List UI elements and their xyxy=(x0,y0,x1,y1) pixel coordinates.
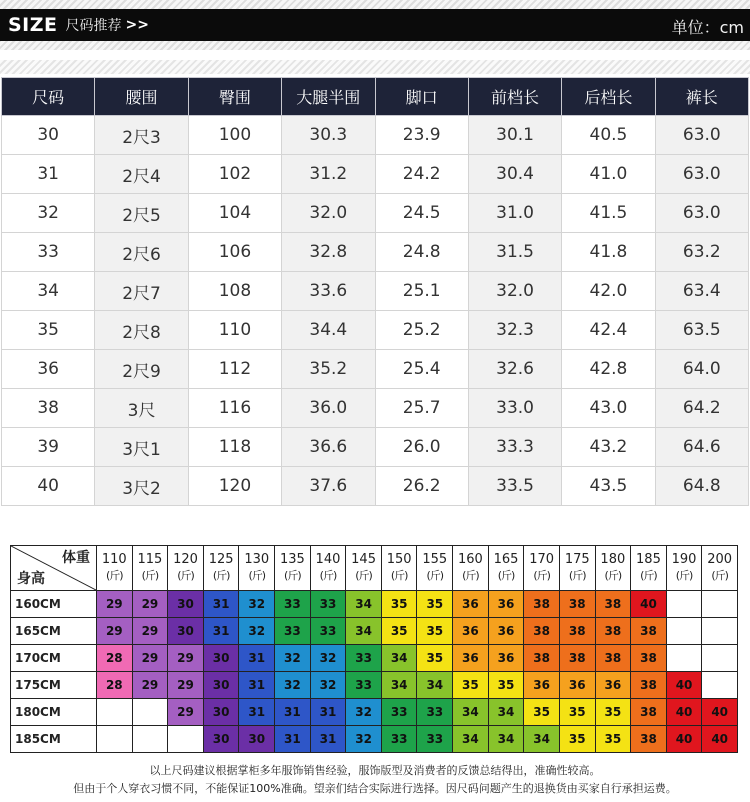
recommended-size-cell: 33 xyxy=(381,699,417,726)
table-row xyxy=(2,272,749,311)
recommended-size-cell xyxy=(97,726,133,753)
recommended-size-cell xyxy=(702,591,738,618)
recommended-size-cell: 29 xyxy=(132,672,168,699)
table-cell: 31.0 xyxy=(468,194,561,233)
table-row xyxy=(2,311,749,350)
table-cell: 33.6 xyxy=(282,272,375,311)
table-cell: 37.6 xyxy=(282,467,375,506)
recommended-size-cell: 38 xyxy=(595,618,631,645)
weight-column-header xyxy=(595,546,631,591)
table-cell: 41.5 xyxy=(562,194,655,233)
weight-unit: (斤) xyxy=(141,569,159,582)
recommended-size-cell: 40 xyxy=(702,726,738,753)
recommended-size-cell: 35 xyxy=(595,726,631,753)
weight-value: 135 xyxy=(279,552,305,567)
table-cell: 40.5 xyxy=(562,116,655,155)
table-cell: 2尺6 xyxy=(95,233,188,272)
recommended-size-cell: 33 xyxy=(310,618,346,645)
recommended-size-cell: 35 xyxy=(524,699,560,726)
table-cell: 36 xyxy=(2,350,95,389)
table-cell: 3尺1 xyxy=(95,428,188,467)
weight-value: 175 xyxy=(564,552,590,567)
table-cell: 32 xyxy=(2,194,95,233)
recommended-size-cell: 33 xyxy=(346,672,382,699)
table-cell: 106 xyxy=(188,233,281,272)
table-cell: 64.8 xyxy=(655,467,748,506)
table-cell: 2尺4 xyxy=(95,155,188,194)
recommended-size-cell: 32 xyxy=(310,645,346,672)
recommended-size-cell: 36 xyxy=(559,672,595,699)
table-cell: 34 xyxy=(2,272,95,311)
header-bar xyxy=(0,9,750,41)
recommended-size-cell: 33 xyxy=(417,699,453,726)
recommended-size-cell: 31 xyxy=(275,726,311,753)
recommended-size-cell xyxy=(132,699,168,726)
recommended-size-cell: 34 xyxy=(346,618,382,645)
recommended-size-cell xyxy=(666,591,702,618)
weight-value: 145 xyxy=(351,552,376,567)
weight-value: 150 xyxy=(386,552,412,567)
table-cell: 31 xyxy=(2,155,95,194)
table-cell: 63.0 xyxy=(655,116,748,155)
recommended-size-cell: 36 xyxy=(488,618,524,645)
table-row xyxy=(2,467,749,506)
table-cell: 2尺9 xyxy=(95,350,188,389)
height-row xyxy=(11,699,738,726)
recommended-size-cell: 32 xyxy=(346,699,382,726)
recommended-size-cell: 38 xyxy=(631,699,667,726)
weight-unit: (斤) xyxy=(319,569,337,582)
recommended-size-cell: 32 xyxy=(275,645,311,672)
weight-unit: (斤) xyxy=(533,569,550,582)
recommended-size-cell: 33 xyxy=(275,591,311,618)
recommended-size-cell: 36 xyxy=(453,645,489,672)
weight-unit: (斤) xyxy=(568,569,586,582)
recommended-size-cell: 35 xyxy=(381,591,417,618)
recommended-size-cell: 32 xyxy=(239,618,275,645)
recommended-size-cell: 28 xyxy=(97,645,133,672)
weight-value: 155 xyxy=(422,552,448,567)
recommended-size-cell: 40 xyxy=(666,699,702,726)
recommended-size-cell: 30 xyxy=(203,726,239,753)
recommended-size-cell: 31 xyxy=(310,699,346,726)
table-cell: 38 xyxy=(2,389,95,428)
recommended-size-cell: 35 xyxy=(417,618,453,645)
height-row xyxy=(11,726,738,753)
weight-column-header xyxy=(275,546,311,591)
table-cell: 25.2 xyxy=(375,311,468,350)
column-header: 腰围 xyxy=(95,78,188,116)
column-header: 臀围 xyxy=(188,78,281,116)
weight-value: 110 xyxy=(101,552,127,567)
divider xyxy=(0,60,750,74)
recommended-size-cell: 35 xyxy=(417,591,453,618)
table-cell: 30.1 xyxy=(468,116,561,155)
recommended-size-cell xyxy=(168,726,204,753)
column-header: 裤长 xyxy=(655,78,748,116)
table-cell: 26.0 xyxy=(375,428,468,467)
recommended-size-cell: 35 xyxy=(417,645,453,672)
table-cell: 100 xyxy=(188,116,281,155)
table-cell: 63.5 xyxy=(655,311,748,350)
recommended-size-cell: 33 xyxy=(381,726,417,753)
table-cell: 33 xyxy=(2,233,95,272)
table-cell: 31.5 xyxy=(468,233,561,272)
table-cell: 112 xyxy=(188,350,281,389)
weight-column-header xyxy=(203,546,239,591)
recommended-size-cell: 29 xyxy=(132,645,168,672)
recommended-size-cell xyxy=(702,645,738,672)
weight-column-header xyxy=(559,546,595,591)
recommended-size-cell: 34 xyxy=(488,699,524,726)
table-cell: 63.4 xyxy=(655,272,748,311)
weight-column-header xyxy=(97,546,133,591)
column-header: 前档长 xyxy=(468,78,561,116)
weight-header-row xyxy=(11,546,738,591)
recommended-size-cell: 29 xyxy=(97,618,133,645)
column-header: 尺码 xyxy=(2,78,95,116)
table-cell: 40 xyxy=(2,467,95,506)
table-cell: 63.2 xyxy=(655,233,748,272)
recommended-size-cell: 31 xyxy=(275,699,311,726)
table-cell: 25.7 xyxy=(375,389,468,428)
recommended-size-cell: 35 xyxy=(488,672,524,699)
recommended-size-cell: 29 xyxy=(168,672,204,699)
weight-column-header xyxy=(132,546,168,591)
column-header: 脚口 xyxy=(375,78,468,116)
recommended-size-cell: 36 xyxy=(524,672,560,699)
weight-column-header xyxy=(666,546,702,591)
column-header: 大腿半围 xyxy=(282,78,375,116)
recommended-size-cell: 29 xyxy=(168,645,204,672)
weight-unit: (斤) xyxy=(284,569,301,582)
recommended-size-cell: 29 xyxy=(97,591,133,618)
recommended-size-cell: 35 xyxy=(381,618,417,645)
table-cell: 102 xyxy=(188,155,281,194)
recommended-size-cell: 38 xyxy=(631,645,667,672)
table-row xyxy=(2,389,749,428)
recommended-size-cell: 29 xyxy=(132,618,168,645)
recommended-size-cell: 33 xyxy=(417,726,453,753)
table-cell: 2尺5 xyxy=(95,194,188,233)
table-cell: 36.0 xyxy=(282,389,375,428)
weight-column-header xyxy=(702,546,738,591)
weight-unit: (斤) xyxy=(462,569,479,582)
table-cell: 42.8 xyxy=(562,350,655,389)
weight-value: 170 xyxy=(529,552,555,567)
size-chart-table xyxy=(1,77,749,506)
recommended-size-cell: 32 xyxy=(346,726,382,753)
recommended-size-cell: 33 xyxy=(275,618,311,645)
recommended-size-cell: 32 xyxy=(239,591,275,618)
table-cell: 32.3 xyxy=(468,311,561,350)
recommended-size-cell xyxy=(702,672,738,699)
recommended-size-cell: 31 xyxy=(239,672,275,699)
table-cell: 24.2 xyxy=(375,155,468,194)
unit-label: 单位：cm xyxy=(671,18,744,37)
size-title: SIZE xyxy=(8,14,58,36)
table-row xyxy=(2,155,749,194)
recommended-size-cell: 33 xyxy=(346,645,382,672)
recommended-size-cell: 33 xyxy=(310,591,346,618)
table-row xyxy=(2,428,749,467)
weight-value: 190 xyxy=(671,552,697,567)
weight-value: 160 xyxy=(457,552,483,567)
weight-value: 180 xyxy=(600,552,626,567)
table-cell: 32.8 xyxy=(282,233,375,272)
recommended-size-cell: 38 xyxy=(631,618,667,645)
table-cell: 2尺3 xyxy=(95,116,188,155)
recommended-size-cell: 38 xyxy=(524,618,560,645)
recommended-size-cell: 35 xyxy=(559,726,595,753)
size-subtitle: 尺码推荐 xyxy=(65,18,122,34)
table-cell: 32.6 xyxy=(468,350,561,389)
recommended-size-cell: 40 xyxy=(666,726,702,753)
table-cell: 32.0 xyxy=(468,272,561,311)
recommended-size-cell: 31 xyxy=(310,726,346,753)
weight-height-table xyxy=(10,545,738,753)
weight-column-header xyxy=(524,546,560,591)
table-row xyxy=(2,194,749,233)
table-cell: 64.6 xyxy=(655,428,748,467)
weight-column-header xyxy=(239,546,275,591)
weight-column-header xyxy=(346,546,382,591)
recommended-size-cell: 31 xyxy=(239,699,275,726)
recommended-size-cell: 34 xyxy=(381,672,417,699)
weight-unit: (斤) xyxy=(390,569,408,582)
recommended-size-cell: 36 xyxy=(488,645,524,672)
recommended-size-cell: 38 xyxy=(631,672,667,699)
table-cell: 110 xyxy=(188,311,281,350)
table-cell: 63.0 xyxy=(655,155,748,194)
table-cell: 32.0 xyxy=(282,194,375,233)
table-cell: 104 xyxy=(188,194,281,233)
table-cell: 120 xyxy=(188,467,281,506)
recommended-size-cell: 30 xyxy=(239,726,275,753)
recommended-size-cell: 31 xyxy=(203,618,239,645)
recommended-size-cell: 29 xyxy=(132,591,168,618)
recommended-size-cell: 34 xyxy=(417,672,453,699)
recommended-size-cell: 35 xyxy=(453,672,489,699)
table-cell: 25.4 xyxy=(375,350,468,389)
height-label: 165CM xyxy=(11,618,97,645)
recommended-size-cell: 29 xyxy=(168,699,204,726)
height-label: 160CM xyxy=(11,591,97,618)
table-cell: 41.8 xyxy=(562,233,655,272)
height-label: 180CM xyxy=(11,699,97,726)
recommended-size-cell: 32 xyxy=(310,672,346,699)
recommended-size-cell: 34 xyxy=(524,726,560,753)
height-axis-label: 身高 xyxy=(17,571,45,587)
recommended-size-cell: 34 xyxy=(381,645,417,672)
recommended-size-cell: 28 xyxy=(97,672,133,699)
weight-unit: (斤) xyxy=(604,569,622,582)
table-cell: 26.2 xyxy=(375,467,468,506)
table-cell: 43.2 xyxy=(562,428,655,467)
recommended-size-cell: 30 xyxy=(203,672,239,699)
table-cell: 23.9 xyxy=(375,116,468,155)
table-cell: 30 xyxy=(2,116,95,155)
recommended-size-cell: 30 xyxy=(203,699,239,726)
table-cell: 36.6 xyxy=(282,428,375,467)
weight-value: 115 xyxy=(137,552,163,567)
table-cell: 24.8 xyxy=(375,233,468,272)
recommended-size-cell xyxy=(97,699,133,726)
weight-value: 200 xyxy=(707,552,733,567)
recommended-size-cell: 38 xyxy=(559,591,595,618)
weight-value: 140 xyxy=(315,552,341,567)
recommended-size-cell: 38 xyxy=(559,618,595,645)
weight-unit: (斤) xyxy=(711,569,728,582)
height-label: 170CM xyxy=(11,645,97,672)
table-cell: 63.0 xyxy=(655,194,748,233)
table-cell: 2尺7 xyxy=(95,272,188,311)
recommended-size-cell: 38 xyxy=(631,726,667,753)
recommended-size-cell: 38 xyxy=(524,645,560,672)
recommended-size-cell xyxy=(666,645,702,672)
recommended-size-cell: 40 xyxy=(666,672,702,699)
table-cell: 3尺 xyxy=(95,389,188,428)
weight-value: 125 xyxy=(208,552,234,567)
recommended-size-cell: 40 xyxy=(702,699,738,726)
table-row xyxy=(2,350,749,389)
recommended-size-cell xyxy=(132,726,168,753)
height-label: 175CM xyxy=(11,672,97,699)
header-banner xyxy=(0,0,750,50)
weight-column-header xyxy=(631,546,667,591)
recommended-size-cell: 35 xyxy=(559,699,595,726)
weight-unit: (斤) xyxy=(497,569,515,582)
weight-unit: (斤) xyxy=(106,569,123,582)
recommended-size-cell: 30 xyxy=(168,618,204,645)
weight-unit: (斤) xyxy=(212,569,230,582)
recommended-size-cell: 34 xyxy=(453,726,489,753)
height-row xyxy=(11,591,738,618)
weight-axis-label: 体重 xyxy=(62,550,90,566)
corner-cell xyxy=(11,546,97,591)
footnote-line: 但由于个人穿衣习惯不同，不能保证100%准确。望亲们结合实际进行选择。因尺码问题产生的退换货由买家自行承担运费。 xyxy=(73,782,677,795)
table-cell: 25.1 xyxy=(375,272,468,311)
table-row xyxy=(2,116,749,155)
recommended-size-cell: 34 xyxy=(346,591,382,618)
table-cell: 30.3 xyxy=(282,116,375,155)
table-cell: 43.0 xyxy=(562,389,655,428)
chevron-right-icon: >> xyxy=(125,17,149,33)
weight-unit: (斤) xyxy=(355,569,372,582)
weight-unit: (斤) xyxy=(248,569,266,582)
weight-unit: (斤) xyxy=(640,569,657,582)
weight-column-header xyxy=(453,546,489,591)
weight-value: 185 xyxy=(636,552,661,567)
recommended-size-cell: 36 xyxy=(488,591,524,618)
table-cell: 35.2 xyxy=(282,350,375,389)
table-cell: 35 xyxy=(2,311,95,350)
height-row xyxy=(11,672,738,699)
table-cell: 108 xyxy=(188,272,281,311)
table-cell: 34.4 xyxy=(282,311,375,350)
height-row xyxy=(11,618,738,645)
recommended-size-cell: 34 xyxy=(453,699,489,726)
recommended-size-cell: 40 xyxy=(631,591,667,618)
table-cell: 64.0 xyxy=(655,350,748,389)
weight-column-header xyxy=(381,546,417,591)
table-cell: 33.3 xyxy=(468,428,561,467)
table-cell: 42.4 xyxy=(562,311,655,350)
recommended-size-cell: 38 xyxy=(595,645,631,672)
table-cell: 30.4 xyxy=(468,155,561,194)
recommended-size-cell: 30 xyxy=(203,645,239,672)
table-cell: 2尺8 xyxy=(95,311,188,350)
footnotes xyxy=(0,762,750,798)
weight-unit: (斤) xyxy=(675,569,693,582)
table-cell: 33.5 xyxy=(468,467,561,506)
recommended-size-cell: 36 xyxy=(595,672,631,699)
table-cell: 24.5 xyxy=(375,194,468,233)
recommended-size-cell: 34 xyxy=(488,726,524,753)
recommended-size-cell: 38 xyxy=(524,591,560,618)
weight-value: 165 xyxy=(493,552,519,567)
weight-column-header xyxy=(168,546,204,591)
table-cell: 118 xyxy=(188,428,281,467)
height-row xyxy=(11,645,738,672)
recommended-size-cell: 30 xyxy=(168,591,204,618)
table-cell: 33.0 xyxy=(468,389,561,428)
weight-unit: (斤) xyxy=(177,569,194,582)
table-cell: 3尺2 xyxy=(95,467,188,506)
footnote-line: 以上尺码建议根据掌柜多年服饰销售经验，服饰版型及消费者的反馈总结得出，准确性较高。 xyxy=(149,764,601,777)
recommended-size-cell xyxy=(666,618,702,645)
table-cell: 41.0 xyxy=(562,155,655,194)
table-cell: 39 xyxy=(2,428,95,467)
table-cell: 42.0 xyxy=(562,272,655,311)
table-cell: 31.2 xyxy=(282,155,375,194)
table-cell: 64.2 xyxy=(655,389,748,428)
recommended-size-cell: 31 xyxy=(239,645,275,672)
weight-column-header xyxy=(417,546,453,591)
weight-value: 120 xyxy=(173,552,198,567)
recommended-size-cell xyxy=(702,618,738,645)
recommended-size-cell: 38 xyxy=(595,591,631,618)
weight-column-header xyxy=(488,546,524,591)
recommended-size-cell: 36 xyxy=(453,618,489,645)
weight-value: 130 xyxy=(244,552,270,567)
table-cell: 43.5 xyxy=(562,467,655,506)
recommended-size-cell: 35 xyxy=(595,699,631,726)
column-header: 后档长 xyxy=(562,78,655,116)
table-row xyxy=(2,233,749,272)
recommended-size-cell: 32 xyxy=(275,672,311,699)
size-chart-header-row xyxy=(2,78,749,116)
weight-column-header xyxy=(310,546,346,591)
recommended-size-cell: 36 xyxy=(453,591,489,618)
weight-unit: (斤) xyxy=(426,569,444,582)
table-cell: 116 xyxy=(188,389,281,428)
recommended-size-cell: 38 xyxy=(559,645,595,672)
recommended-size-cell: 31 xyxy=(203,591,239,618)
height-label: 185CM xyxy=(11,726,97,753)
